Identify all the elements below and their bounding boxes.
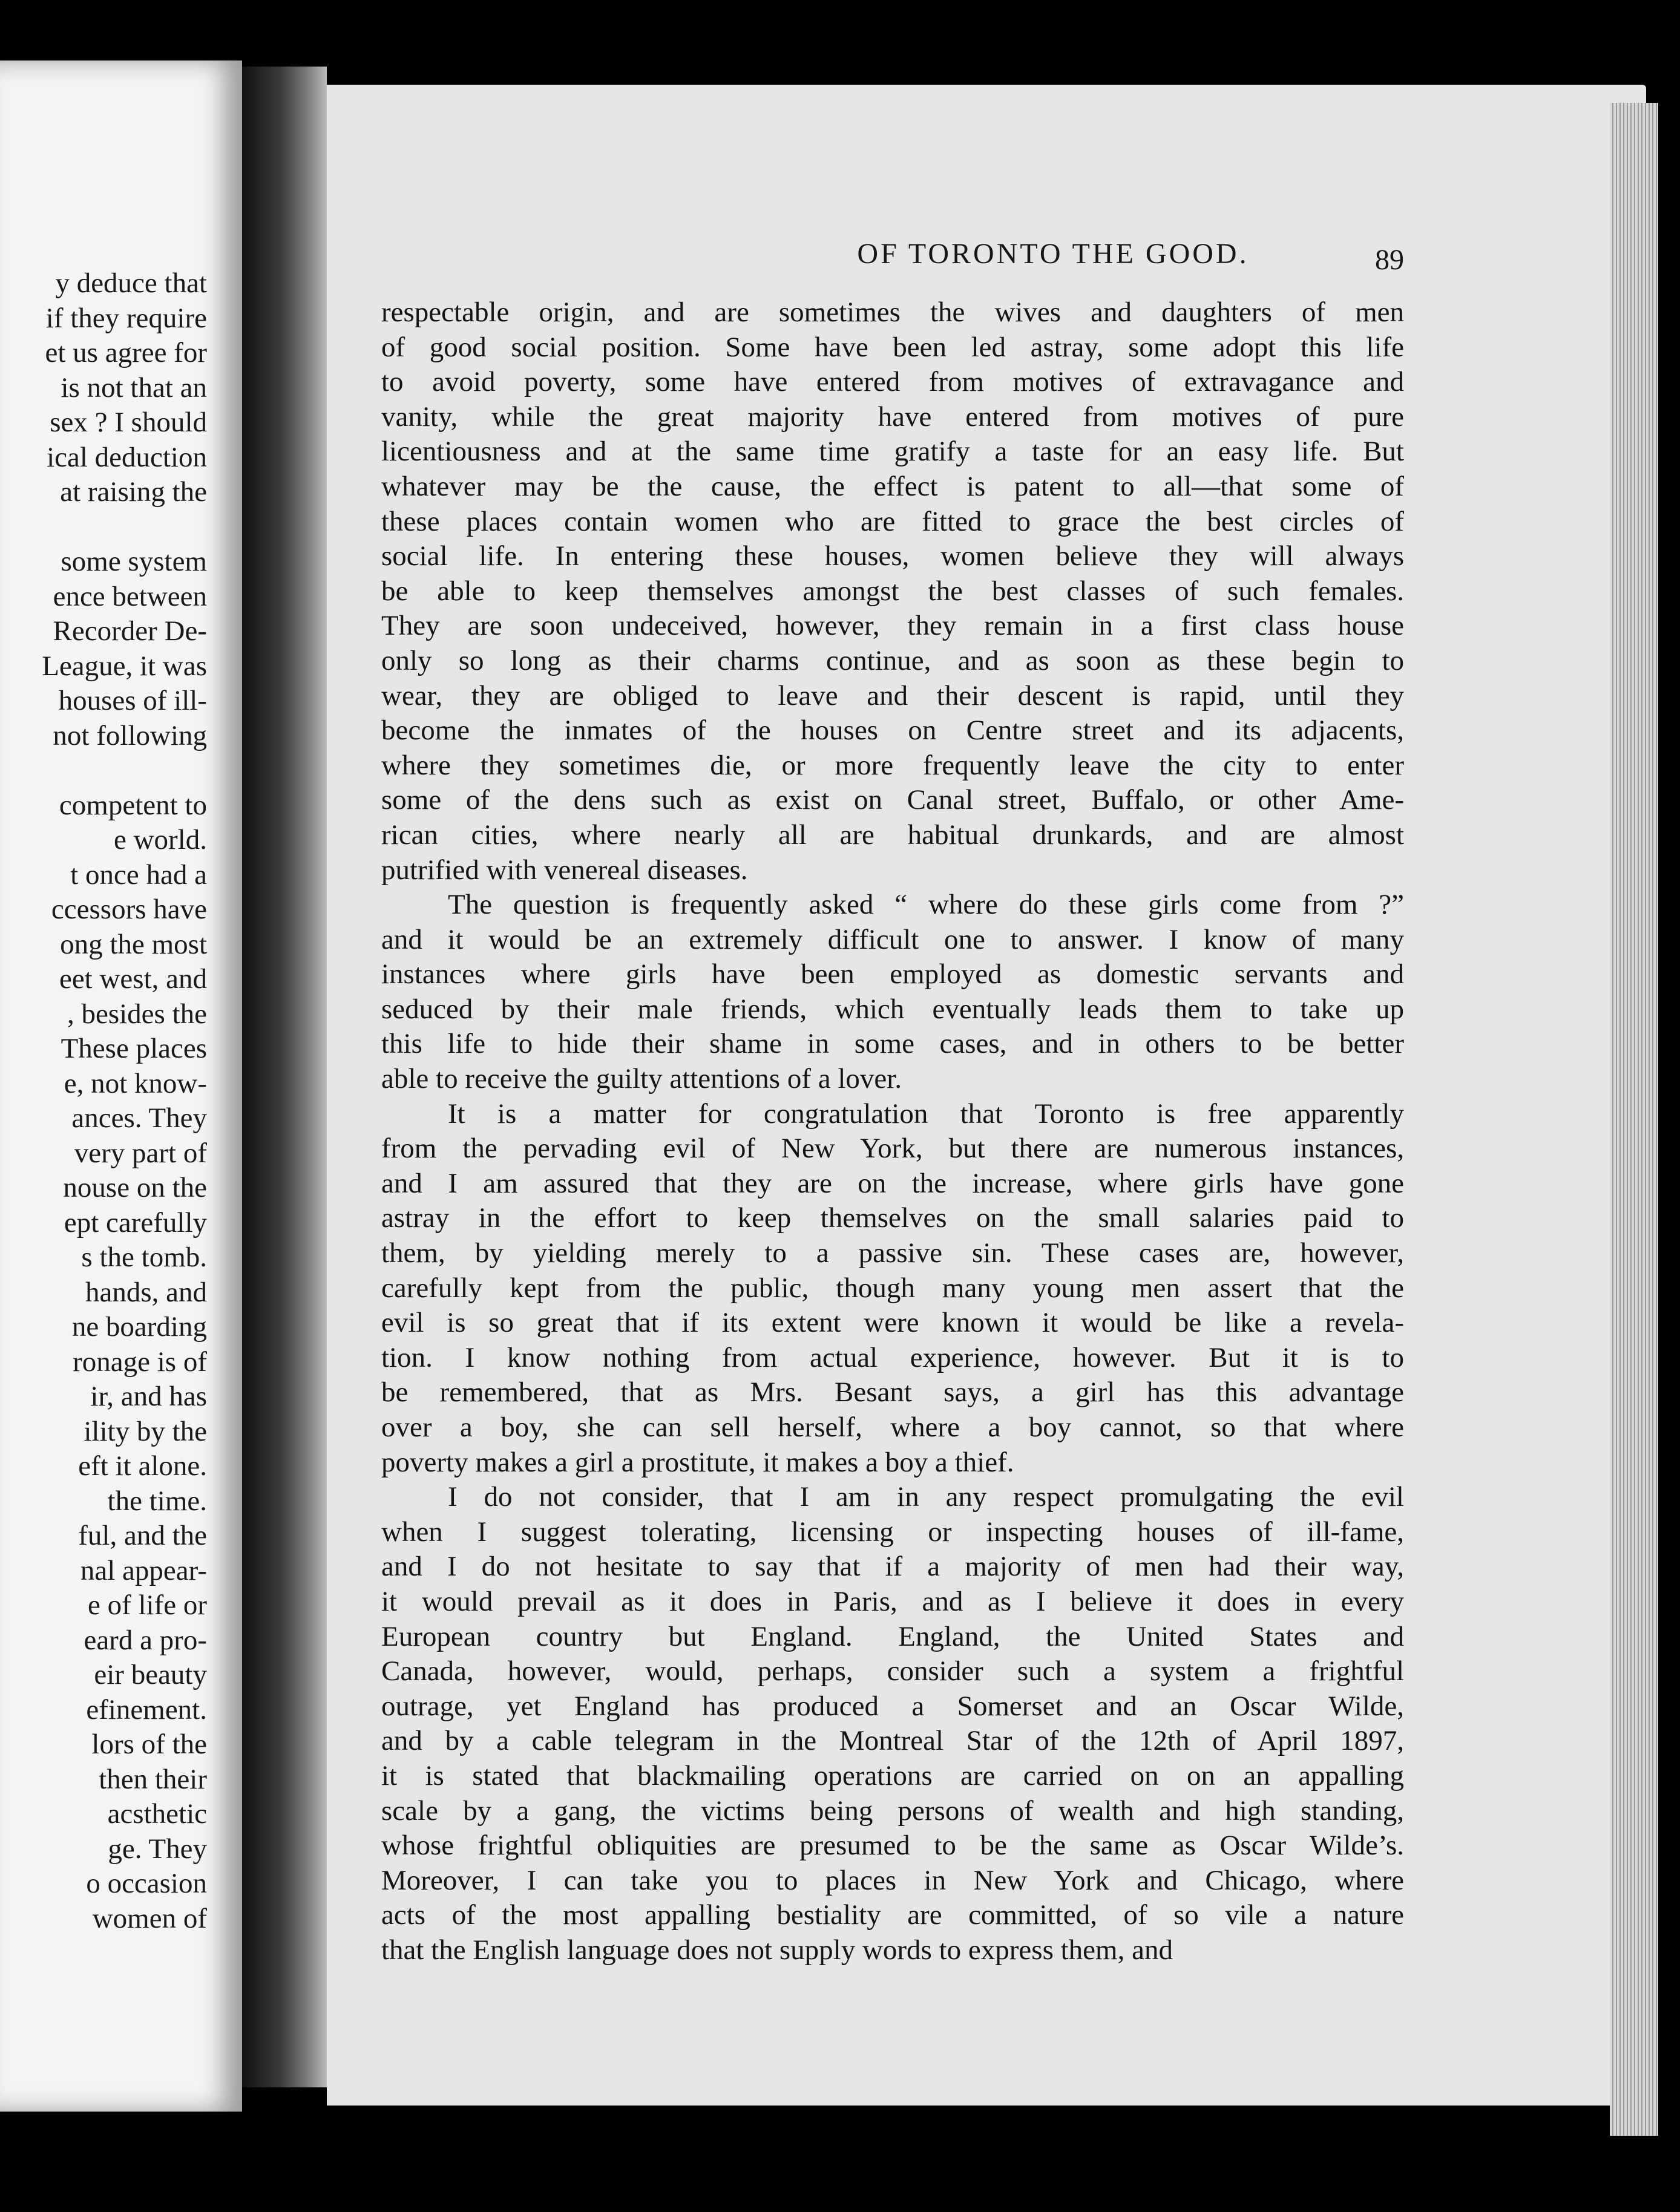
- left-page-line: if they require: [45, 302, 207, 334]
- text-line: over a boy, she can sell herself, where a boy cannot, so that where: [381, 1412, 1404, 1443]
- left-page-line: nouse on the: [63, 1172, 207, 1203]
- text-line: poverty makes a girl a prostitute, it makes a boy a thief.: [381, 1446, 1014, 1478]
- left-page-line: competent to: [59, 789, 207, 821]
- left-page-line: ances. They: [71, 1102, 207, 1134]
- page-body-text: [381, 295, 1404, 1968]
- left-page-line: at raising the: [60, 476, 207, 508]
- left-page-line: e, not know-: [64, 1067, 207, 1099]
- left-page-line: League, it was: [42, 650, 207, 682]
- left-page-line: some system: [61, 546, 207, 577]
- left-page-line: the time.: [107, 1485, 207, 1517]
- text-line: from the pervading evil of New York, but there are numerous instances,: [381, 1133, 1404, 1165]
- book-gutter: [242, 67, 327, 2087]
- left-page-line: ility by the: [84, 1415, 207, 1447]
- text-line: I do not consider, that I am in any respect promulgating the evil: [448, 1481, 1404, 1513]
- left-page-line: ong the most: [60, 928, 207, 960]
- text-line: and it would be an extremely difficult one to answer. I know of many: [381, 923, 1404, 955]
- text-line: these places contain women who are fitted to grace the best circles of: [381, 505, 1404, 537]
- text-line: tion. I know nothing from actual experience, however. But it is to: [381, 1341, 1404, 1373]
- text-line: rican cities, where nearly all are habitual drunkards, and are almost: [381, 819, 1404, 851]
- text-line: They are soon undeceived, however, they remain in a first class house: [381, 610, 1404, 642]
- left-page-line: eard a pro-: [84, 1624, 207, 1656]
- left-page-line: ir, and has: [90, 1381, 207, 1412]
- left-page-line: ful, and the: [78, 1520, 207, 1551]
- text-line: whatever may be the cause, the effect is patent to all—that some of: [381, 470, 1404, 502]
- left-page-line: women of: [92, 1902, 207, 1934]
- left-page-line: Recorder De-: [53, 615, 207, 647]
- text-line: evil is so great that if its extent were known it would be like a revela-: [381, 1307, 1404, 1339]
- text-line: become the inmates of the houses on Centre street and its adjacents,: [381, 715, 1404, 747]
- left-page-line: s the tomb.: [81, 1242, 207, 1273]
- text-line: social life. In entering these houses, women believe they will always: [381, 540, 1404, 572]
- left-page-line: ne boarding: [71, 1311, 207, 1343]
- text-line: The question is frequently asked “ where do these girls come from ?”: [448, 889, 1404, 921]
- text-line: it would prevail as it does in Paris, and as I believe it does in every: [381, 1585, 1404, 1617]
- left-page-line: sex ? I should: [50, 407, 207, 438]
- left-page-line: lors of the: [91, 1729, 207, 1760]
- left-page-line: t once had a: [70, 859, 207, 891]
- left-page-line: is not that an: [61, 371, 207, 404]
- left-page-line: ical deduction: [47, 441, 207, 473]
- left-page-line: eft it alone.: [78, 1450, 207, 1482]
- running-header: OF TORONTO THE GOOD.: [857, 238, 1249, 270]
- left-page-text: [0, 266, 207, 1936]
- left-page-line: eir beauty: [94, 1659, 207, 1690]
- text-line: and I am assured that they are on the increase, where girls have gone: [381, 1167, 1404, 1199]
- text-line: to avoid poverty, some have entered from motives of extravagance and: [381, 366, 1404, 398]
- text-line: wear, they are obliged to leave and their descent is rapid, until they: [381, 679, 1404, 712]
- left-page-line: o occasion: [86, 1868, 207, 1899]
- text-line: European country but England. England, the United States and: [381, 1620, 1404, 1652]
- left-page-line: efinement.: [86, 1693, 207, 1726]
- text-line: them, by yielding merely to a passive sin. These cases are, however,: [381, 1237, 1404, 1269]
- left-page-line: y deduce that: [55, 267, 207, 299]
- left-page-line: ge. They: [108, 1833, 207, 1865]
- text-line: when I suggest tolerating, licensing or inspecting houses of ill-fame,: [381, 1516, 1404, 1548]
- left-page-line: et us agree for: [45, 337, 207, 368]
- left-page-line: ccessors have: [51, 894, 207, 925]
- left-page-line: nal appear-: [80, 1554, 207, 1586]
- text-line: It is a matter for congratulation that Toronto is free apparently: [448, 1098, 1404, 1130]
- left-page-line: houses of ill-: [58, 685, 207, 716]
- text-line: some of the dens such as exist on Canal street, Buffalo, or other Ame-: [381, 784, 1404, 816]
- left-page-line: e world.: [113, 824, 207, 856]
- left-page-line: not following: [53, 719, 207, 751]
- left-page-line: then their: [99, 1763, 207, 1795]
- text-line: whose frightful obliquities are presumed to be the same as Oscar Wilde’s.: [381, 1830, 1404, 1862]
- text-line: carefully kept from the public, though many young men assert that the: [381, 1272, 1404, 1304]
- text-line: acts of the most appalling bestiality are committed, of so vile a nature: [381, 1899, 1404, 1931]
- text-line: scale by a gang, the victims being persons of wealth and high standing,: [381, 1795, 1404, 1827]
- left-page-line: [0, 753, 207, 788]
- left-page-line: ept carefully: [64, 1206, 207, 1239]
- left-page-line: , besides the: [67, 998, 207, 1030]
- text-line: respectable origin, and are sometimes the wives and daughters of men: [381, 296, 1404, 328]
- text-line: and I do not hesitate to say that if a majority of men had their way,: [381, 1551, 1404, 1583]
- left-page-line: ence between: [53, 580, 207, 612]
- left-page-line: very part of: [74, 1137, 207, 1169]
- text-line: and by a cable telegram in the Montreal Star of the 12th of April 1897,: [381, 1725, 1404, 1757]
- text-line: of good social position. Some have been led astray, some adopt this life: [381, 331, 1404, 363]
- text-line: this life to hide their shame in some cases, and in others to be better: [381, 1028, 1404, 1060]
- left-page-line: [0, 510, 207, 545]
- text-line: licentiousness and at the same time gratify a taste for an easy life. But: [381, 436, 1404, 468]
- text-line: only so long as their charms continue, and as soon as these begin to: [381, 644, 1404, 676]
- text-line: Canada, however, would, perhaps, consider such a system a frightful: [381, 1655, 1404, 1687]
- text-line: seduced by their male friends, which eventually leads them to take up: [381, 993, 1404, 1025]
- text-line: be remembered, that as Mrs. Besant says, a girl has this advantage: [381, 1376, 1404, 1409]
- left-page-line: acsthetic: [107, 1798, 207, 1830]
- text-line: vanity, while the great majority have entered from motives of pure: [381, 401, 1404, 433]
- left-page-line: hands, and: [85, 1276, 207, 1308]
- text-line: astray in the effort to keep themselves on the small salaries paid to: [381, 1202, 1404, 1234]
- text-line: outrage, yet England has produced a Somerset and an Oscar Wilde,: [381, 1690, 1404, 1722]
- text-line: able to receive the guilty attentions of a lover.: [381, 1063, 902, 1095]
- left-page-line: ronage is of: [73, 1346, 207, 1378]
- text-line: where they sometimes die, or more frequently leave the city to enter: [381, 749, 1404, 781]
- text-line: instances where girls have been employed as domestic servants and: [381, 958, 1404, 990]
- text-line: it is stated that blackmailing operations are carried on on an appalling: [381, 1759, 1404, 1792]
- left-page: [0, 61, 242, 2112]
- page-edges: [1610, 103, 1658, 2136]
- text-line: be able to keep themselves amongst the best classes of such females.: [381, 575, 1404, 607]
- text-line: that the English language does not supply words to express them, and: [381, 1934, 1173, 1966]
- text-line: Moreover, I can take you to places in New York and Chicago, where: [381, 1864, 1404, 1896]
- left-page-line: These places: [61, 1033, 207, 1064]
- left-page-line: eet west, and: [59, 963, 207, 995]
- text-line: putrified with venereal diseases.: [381, 854, 748, 886]
- page-number: 89: [1375, 244, 1404, 276]
- left-page-line: e of life or: [87, 1589, 207, 1621]
